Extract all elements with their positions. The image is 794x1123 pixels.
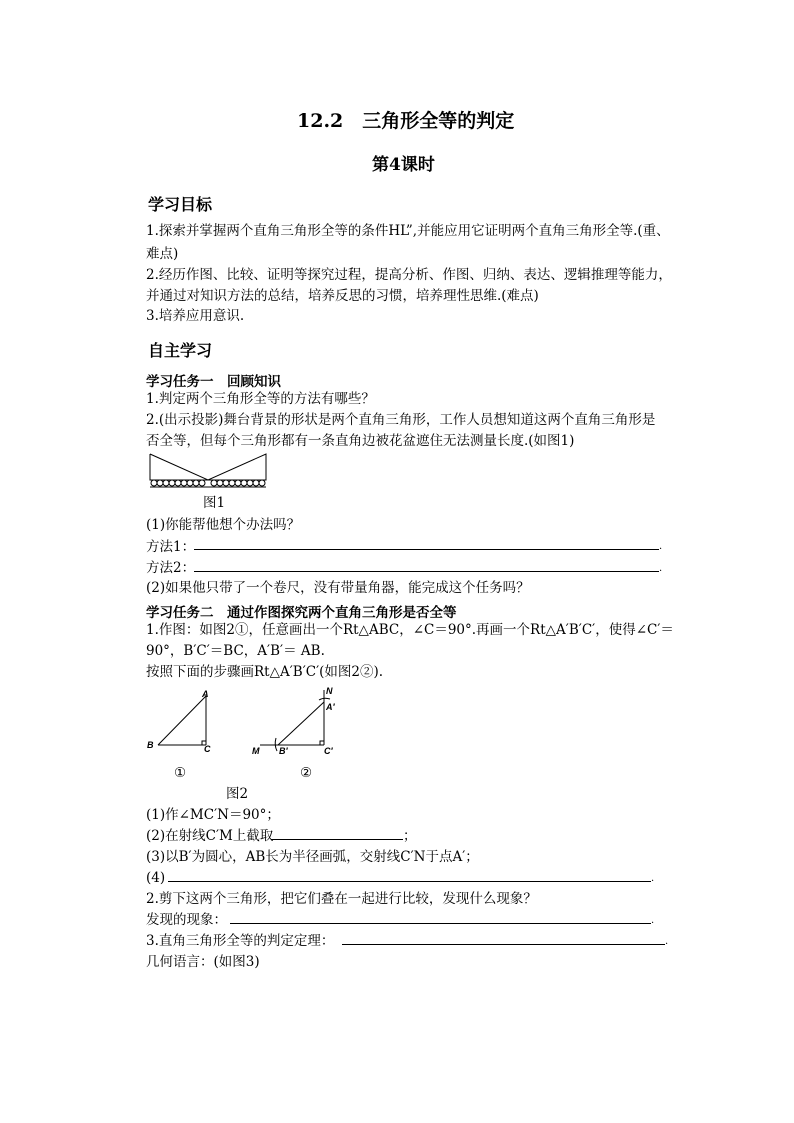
theorem-answer-line[interactable]	[342, 944, 665, 945]
step-4: (4)	[146, 870, 166, 886]
method1-period: .	[659, 541, 663, 552]
objective-1b: 难点)	[146, 246, 179, 262]
step-2: (2)在射线C′M上截取	[146, 828, 274, 844]
self-study-heading: 自主学习	[148, 341, 213, 360]
objective-1a: 1.探索并掌握两个直角三角形全等的条件HL”,并能应用它证明两个直角三角形全等.(重、	[146, 223, 670, 239]
step-4-answer-line[interactable]	[168, 881, 651, 882]
geometry-language: 几何语言：(如图3)	[146, 954, 260, 970]
method2-period: .	[659, 563, 663, 574]
task1-p1: (1)你能帮他想个办法吗？	[146, 517, 301, 533]
found-answer-line[interactable]	[230, 923, 651, 924]
task1-heading: 学习任务一 回顾知识	[146, 374, 281, 390]
figure-2-caption: 图2	[226, 786, 249, 802]
found-label: 发现的现象：	[146, 912, 227, 928]
label-a: A	[202, 689, 209, 699]
label-c: C	[204, 744, 211, 754]
task2-q1a: 1.作图：如图2①，任意画出一个Rt△ABC，∠C＝90°.再画一个Rt△A′B′C′，使得∠C′＝	[146, 622, 674, 638]
flower-pots-decoration	[151, 480, 265, 486]
task1-q2a: 2.(出示投影)舞台背景的形状是两个直角三角形，工作人员想知道这两个直角三角形是	[146, 412, 656, 428]
label-m: M	[252, 746, 260, 756]
theorem-period: .	[665, 936, 669, 947]
task2-q2: 2.剪下这两个三角形，把它们叠在一起进行比较，发现什么现象？	[146, 891, 537, 907]
step-1: (1)作∠MC′N＝90°；	[146, 807, 280, 823]
method1-answer-line[interactable]	[194, 549, 659, 550]
lesson-subtitle: 第4课时	[372, 155, 435, 175]
step-3: (3)以B′为圆心，AB长为半径画弧，交射线C′N于点A′；	[146, 849, 479, 865]
figure-2-mark-2: ②	[300, 765, 313, 781]
found-period: .	[651, 915, 655, 926]
figure-1-caption: 图1	[203, 495, 226, 511]
task1-q1: 1.判定两个三角形全等的方法有哪些？	[146, 391, 375, 407]
label-b-prime: B′	[279, 746, 288, 756]
step-4-period: .	[651, 873, 655, 884]
label-c-prime: C′	[324, 746, 333, 756]
label-n: N	[326, 686, 333, 696]
objective-3: 3.培养应用意识.	[146, 308, 245, 324]
objective-2b: 并通过对知识方法的总结，培养反思的习惯，培养理性思维.(难点)	[146, 288, 539, 304]
figure-2-triangle-abc	[140, 686, 220, 756]
label-b: B	[147, 740, 154, 750]
objectives-heading: 学习目标	[148, 195, 213, 214]
task1-q2b: 否全等，但每个三角形都有一条直角边被花盆遮住无法测量长度.(如图1)	[146, 433, 575, 449]
method1-label: 方法1：	[146, 539, 196, 555]
task1-p2: (2)如果他只带了一个卷尺，没有带量角器，能完成这个任务吗？	[146, 580, 530, 596]
method2-answer-line[interactable]	[194, 571, 659, 572]
label-a-prime: A′	[326, 702, 335, 712]
figure-2-mark-1: ①	[174, 765, 187, 781]
step-2-end: ；	[403, 828, 417, 844]
figure-1-stage	[146, 452, 270, 490]
method2-label: 方法2：	[146, 560, 196, 576]
objective-2a: 2.经历作图、比较、证明等探究过程，提高分析、作图、归纳、表达、逻辑推理等能力，	[146, 267, 672, 283]
task2-q3: 3.直角三角形全等的判定定理：	[146, 933, 335, 949]
task2-q1c: 按照下面的步骤画Rt△A′B′C′(如图2②).	[146, 664, 384, 680]
task2-heading: 学习任务二 通过作图探究两个直角三角形是否全等	[146, 605, 457, 621]
step-2-answer-line[interactable]	[271, 839, 403, 840]
task2-q1b: 90°，B′C′＝BC，A′B′＝ AB.	[146, 643, 325, 659]
page-title: 12.2 三角形全等的判定	[297, 110, 515, 132]
figure-2-construction	[246, 682, 346, 758]
